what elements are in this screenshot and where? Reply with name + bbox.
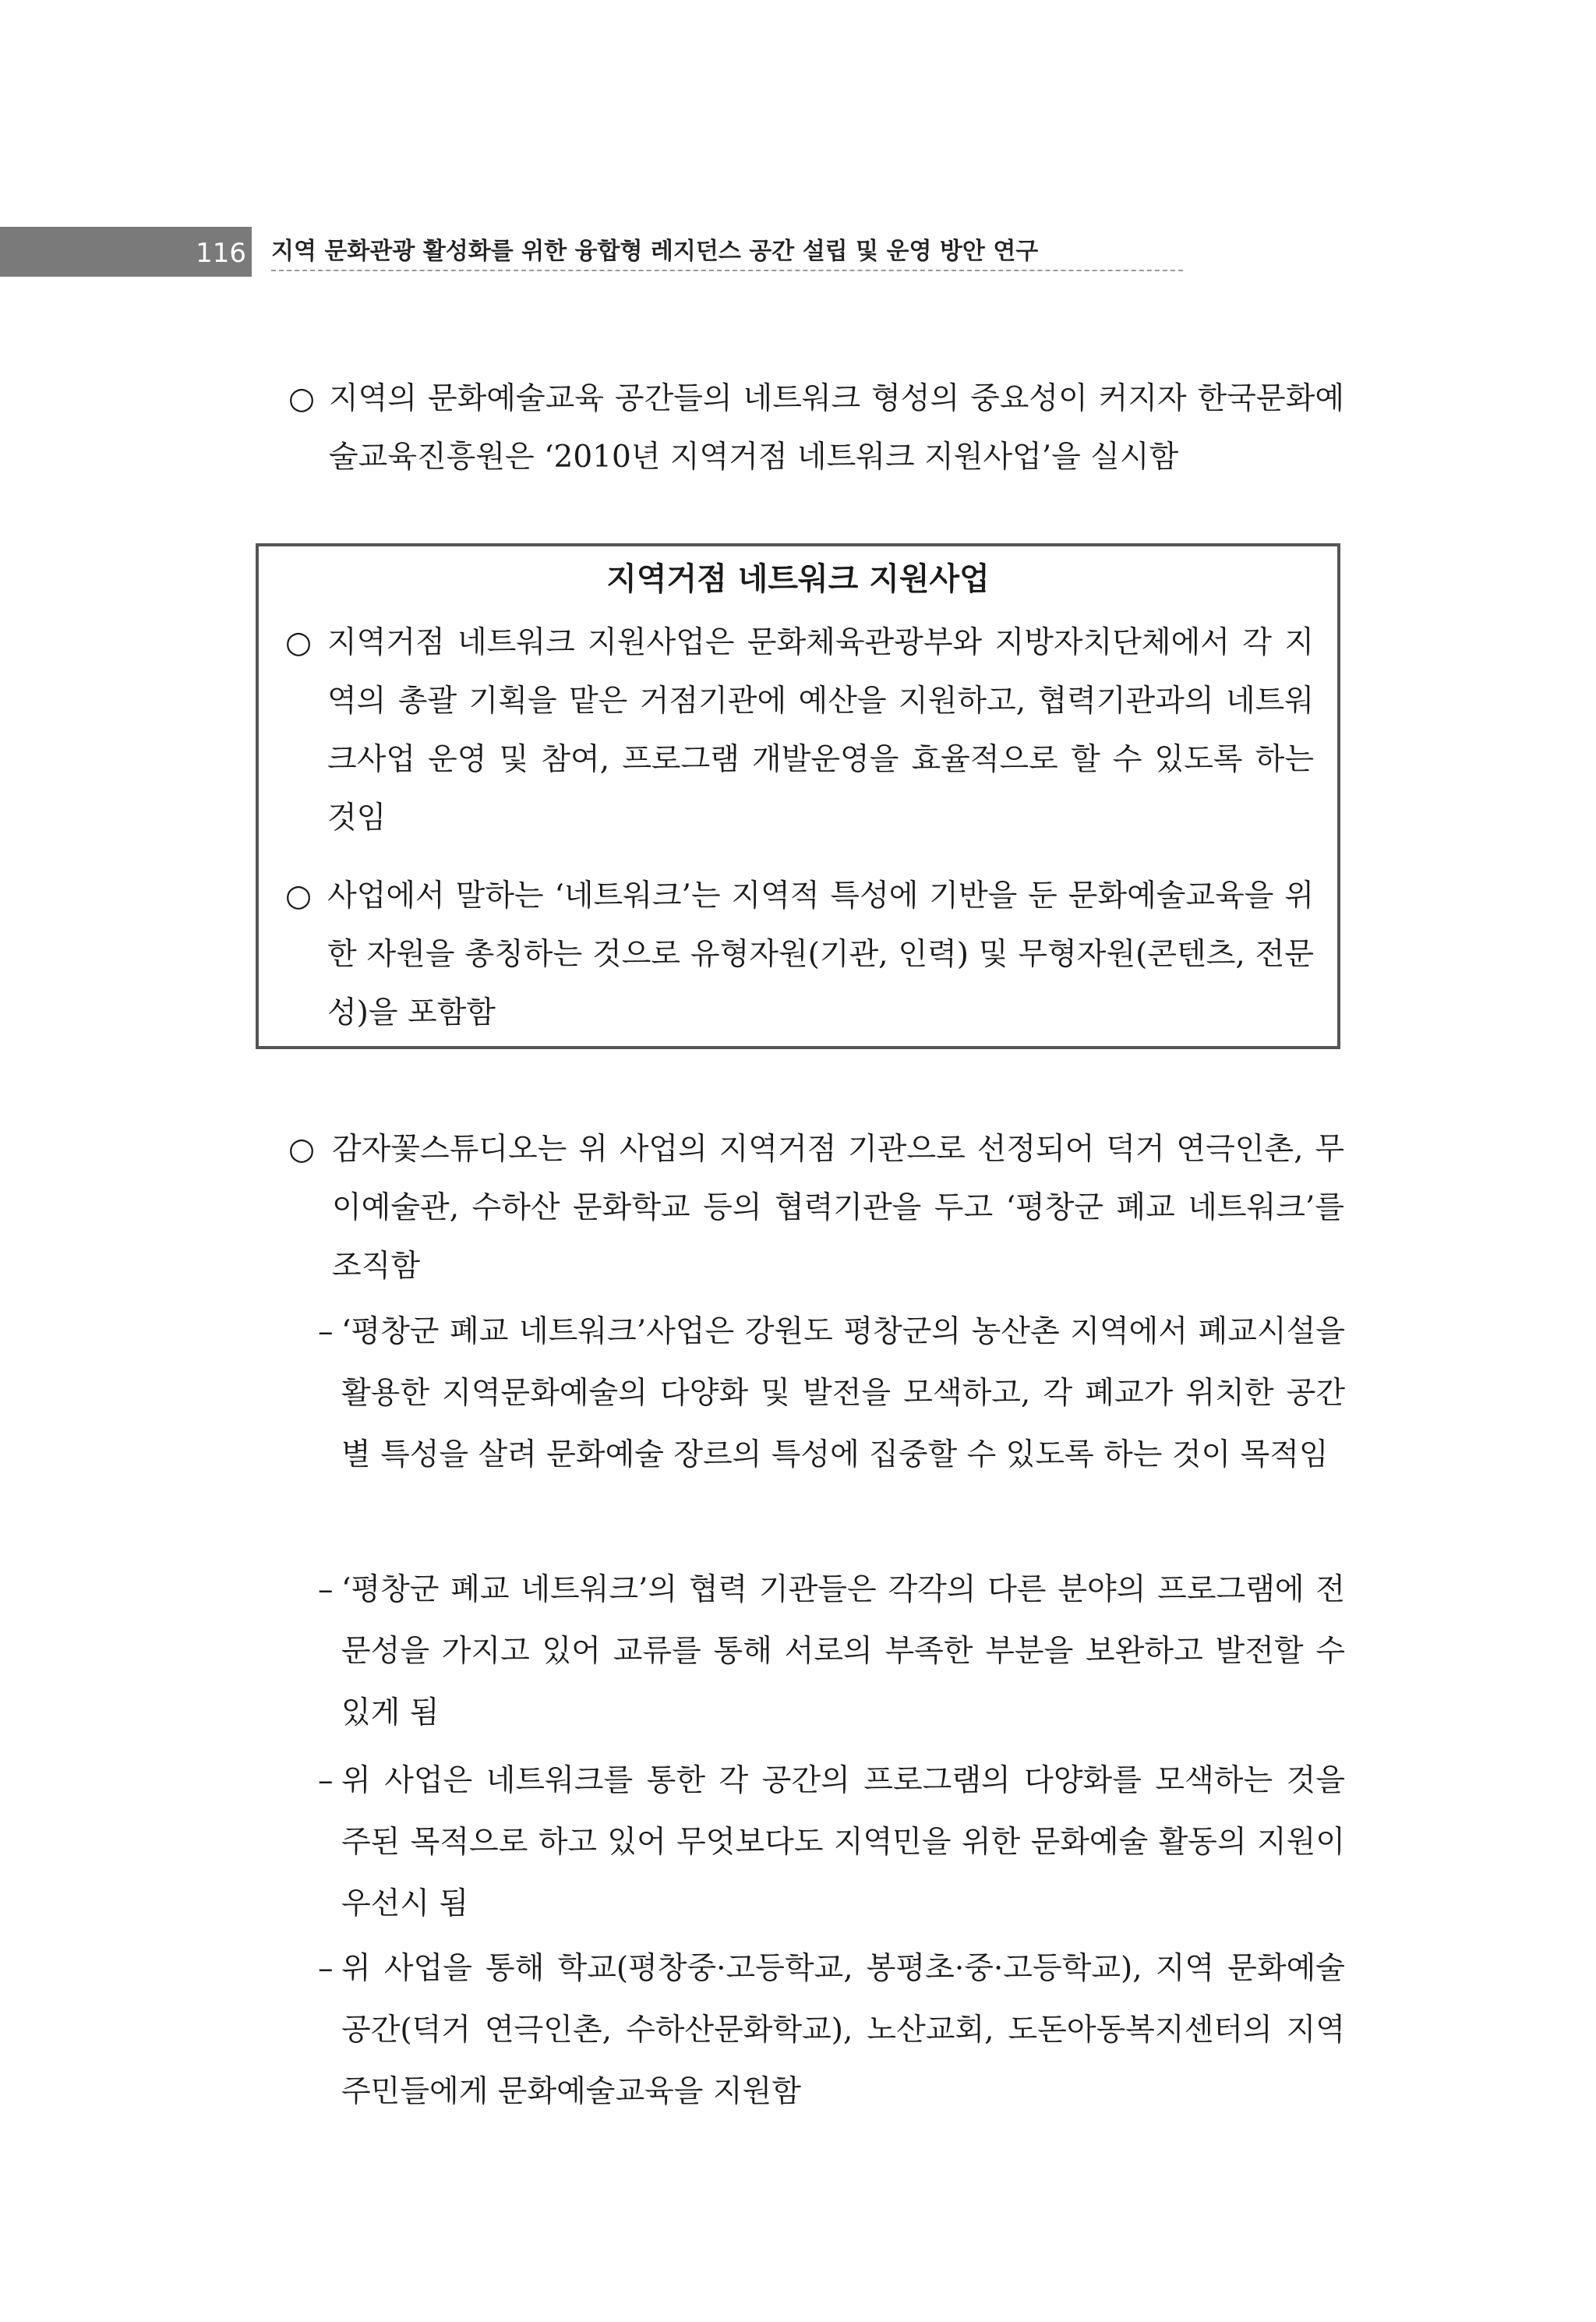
sub-item <box>318 1750 1345 1935</box>
sub-item-text: 위 사업은 네트워크를 통한 각 공간의 프로그램의 다양화를 모색하는 것을 주된 목적으로 하고 있어 무엇보다도 지역민을 위한 문화예술 활동의 지원이 우선시 됨 <box>341 1763 1345 1921</box>
main-paragraph <box>288 1120 1344 1295</box>
circle-bullet-icon: ○ <box>288 381 316 416</box>
dash-bullet-icon: – <box>318 1763 334 1798</box>
dash-bullet-icon: – <box>318 1314 334 1349</box>
sub-item-text: ‘평창군 폐교 네트워크’의 협력 기관들은 각각의 다른 분야의 프로그램에 전문성을 가지고 있어 교류를 통해 서로의 부족한 부분을 보완하고 발전할 수 있게 됨 <box>341 1572 1345 1730</box>
circle-bullet-icon: ○ <box>285 625 312 660</box>
info-box-item-text: 지역거점 네트워크 지원사업은 문화체육관광부와 지방자치단체에서 각 지역의 총괄 기획을 맡은 거점기관에 예산을 지원하고, 협력기관과의 네트워크사업 운영 및 참여, 프로그램 개발운영을 효율적으로 할 수 있도록 하는 것임 <box>327 625 1314 836</box>
dash-bullet-icon: – <box>318 1951 334 1986</box>
intro-paragraph <box>288 369 1344 486</box>
sub-item <box>318 1938 1345 2122</box>
running-title: 지역 문화관광 활성화를 위한 융합형 레지던스 공간 설립 및 운영 방안 연구 <box>271 238 1039 265</box>
circle-bullet-icon: ○ <box>285 878 312 914</box>
sub-item-text: 위 사업을 통해 학교(평창중·고등학교, 봉평초·중·고등학교), 지역 문화예술공간(덕거 연극인촌, 수하산문화학교), 노산교회, 도돈아동복지센터의 지역주민들에게 문화예술교육을 지원함 <box>341 1951 1345 2109</box>
sub-item <box>318 1559 1345 1744</box>
info-box-item <box>285 867 1314 1042</box>
sub-item <box>318 1301 1345 1486</box>
info-box-title: 지역거점 네트워크 지원사업 <box>606 560 990 597</box>
page-number: 116 <box>196 238 246 269</box>
circle-bullet-icon: ○ <box>288 1132 316 1167</box>
dash-bullet-icon: – <box>318 1572 334 1607</box>
intro-text: 지역의 문화예술교육 공간들의 네트워크 형성의 중요성이 커지자 한국문화예술교육진흥원은 ‘2010년 지역거점 네트워크 지원사업’을 실시함 <box>329 381 1344 475</box>
sub-item-text: ‘평창군 폐교 네트워크’사업은 강원도 평창군의 농산촌 지역에서 폐교시설을 활용한 지역문화예술의 다양화 및 발전을 모색하고, 각 폐교가 위치한 공간별 특성을 살려 문화예술 장르의 특성에 집중할 수 있도록 하는 것이 목적임 <box>341 1314 1345 1472</box>
info-box-item <box>285 613 1314 847</box>
info-box-item-text: 사업에서 말하는 ‘네트워크’는 지역적 특성에 기반을 둔 문화예술교육을 위한 자원을 총칭하는 것으로 유형자원(기관, 인력) 및 무형자원(콘텐츠, 전문성)을 포함함 <box>327 878 1314 1030</box>
main-text: 감자꽃스튜디오는 위 사업의 지역거점 기관으로 선정되어 덕거 연극인촌, 무이예술관, 수하산 문화학교 등의 협력기관을 두고 ‘평창군 폐교 네트워크’를 조직함 <box>332 1132 1344 1284</box>
title-divider <box>271 270 1183 271</box>
